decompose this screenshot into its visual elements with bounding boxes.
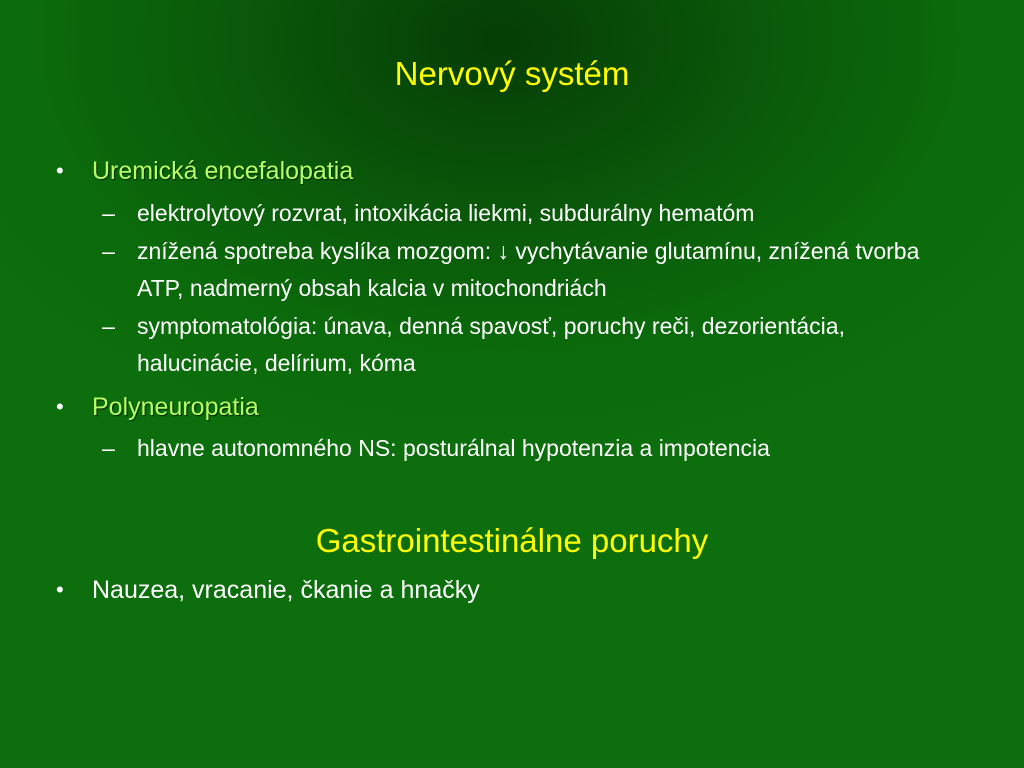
slide-title: Nervový systém [394, 55, 630, 92]
section-title-gastrointestinal: Gastrointestinálne poruchy [315, 522, 709, 559]
dash-marker: – [102, 435, 115, 461]
sub-item-text: znížená spotreba kyslíka mozgom: ↓ vychytávanie glutamínu, znížená tvorba ATP, nadmerný obsah kalcia v mitochondriách [137, 238, 920, 301]
bullet-dot: • [56, 577, 64, 602]
sub-item-text: elektrolytový rozvrat, intoxikácia liekmi, subdurálny hematóm [137, 200, 755, 226]
sub-item-text: hlavne autonomného NS: posturálnal hypotenzia a impotencia [137, 435, 770, 461]
dash-marker: – [102, 313, 115, 339]
bullet-dot: • [56, 158, 64, 183]
bullet-label: Nauzea, vracanie, čkanie a hnačky [92, 576, 480, 604]
bullet-dot: • [56, 394, 64, 419]
bullet-label: Polyneuropatia [92, 393, 259, 421]
sub-item-text: symptomatológia: únava, denná spavosť, poruchy reči, dezorientácia, halucinácie, delírium, kóma [137, 313, 845, 376]
bullet-label: Uremická encefalopatia [92, 157, 354, 185]
dash-marker: – [102, 200, 115, 226]
dash-marker: – [102, 238, 115, 264]
